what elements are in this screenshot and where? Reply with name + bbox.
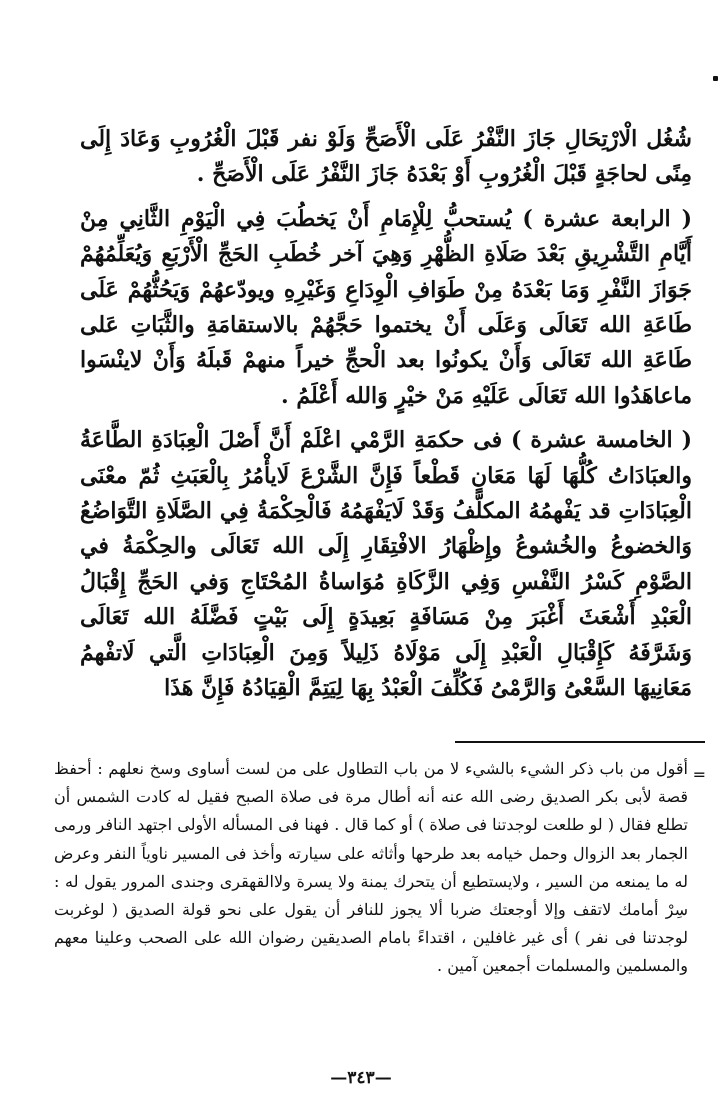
paragraph-1: شُغُل الْارْتِحَالِ جَازَ النَّفْرُ عَلَى الْأَصَحِّ وَلَوْ نفر قَبْلَ الْغُرُوبِ وَعَادَ إِلَى مِنًى لحاجَةٍ قَبْلَ الْغُرُوبِ أَوْ بَعْدَهُ جَازَ النَّفْرُ عَلَى الْأَصَحِّ . [80,126,692,188]
footnote-divider [455,741,705,743]
main-text [80,122,692,716]
margin-mark [713,76,718,81]
paragraph-fifteenth: ( الخامسة عشرة ) فى حكمَةِ الرَّمْي اعْلَمْ أَنَّ أَصْلَ الْعِبَادَةِ الطَّاعَةُ والعبَادَاتُ كُلُّهَا لَهَا مَعَانٍ قَطْعاً فَإِنَّ الشَّرْعَ لَايأْمُرُ بِالْعَبَثِ ثُمّ معْنَى الْعِبَادَاتِ قد يَفْهمُهُ المكلَّفُ وَقَدْ لَايَفْهَمُهُ فَالْحِكْمَةُ فِي الصَّلَاةِ التَّوَاضُعُ وَالخضوعُ والخُشوعُ وإِظْهَارُ الافْتِقَارِ إِلَى الله تَعَالَى والحِكْمَةُ في الصَّوْمِ كَسْرُ النَّفْسِ وَفِي الزَّكَاةِ مُوَاساةُ المُحْتَاجِ وَفي الحَجِّ إِقْبَالُ الْعَبْدِ أَشْعَثَ أَغْبَرَ مِنْ مَسَافَةٍ بَعِيدَةٍ إِلَى بَيْتٍ فَضَّلَهُ الله تَعَالَى وَشَرَّفَهُ كَإِقْبَالِ الْعَبْدِ إِلَى مَوْلَاهُ ذَلِيلاً وَمِنَ الْعِبَادَاتِ الَّتي لَاتفْهمُ مَعَانِيهَا السَّعْىُ وَالرَّمْىُ فَكُلِّفَ الْعَبْدُ بِهَا لِيَتِمَّ الْقِيَادُهُ فَإِنَّ هَذَا [80,427,692,702]
page-number: —٣٤٣— [330,1068,392,1088]
footnote [54,755,706,981]
footnote-continuation-marker: = [692,765,706,784]
footnote-text: أقول من باب ذكر الشيء بالشيء لا من باب التطاول على من لست أساوى وسخ نعلهم : أحفظ قصة لأبى بكر الصديق رضى الله عنه أنه أطال مرة فى صلاة الصبح فقيل له كادت الشمس أن تطلع فقال ( لو طلعت لوجدتنا فى صلاة ) أو كما قال . فهنا فى المسأله الأولى اجتهد النافر ورمى الجمار بعد الزوال وحمل خيامه بعد طرحها وأثاثه على سيارته وأخذ فى المسير ناوياً النفر وعرض له ما يمنعه من السير ، ولايستطيع أن يتحرك يمنة ولا يسرة ولاالقهقرى وجندى المرور يقول له : سِرْ أمامك لاتقف وإلا أوجعتك ضربا ألا يجوز للنافر أن يقول على نحو قولة الصديق ( لوغربت لوجدتنا فى نفر ) أى غير غافلين ، اقتداءً بامام الصديقين رضوان الله على الصحب وعلينا معهم والمسلمين والمسلمات أجمعين آمين . [54,759,689,976]
paragraph-fourteenth: ( الرابعة عشرة ) يُستحبُّ لِلْإِمَامِ أَنْ يَخطُبَ فِي الْيَوْمِ الثَّانِي مِنْ أَيَّامِ التَّشْرِيقِ بَعْدَ صَلَاةِ الظُّهْرِ وَهِيَ آخر خُطَبِ الحَجِّ الْأَرْبَعِ وَيُعَلِّمُهُمْ جَوَازَ النَّفْرِ وَمَا بَعْدَهُ مِنْ طَوَافِ الْوِدَاعِ وَغَيْرِهِ ويودّعهُمْ وَيَحُثُّهُمْ عَلَى طَاعَةِ الله تَعَالَى وَعَلَى أَنْ يختموا حَجَّهُمْ بالاستقامَةِ والثَّبَاتِ عَلى طَاعَةِ الله تَعَالَى وَأَنْ يكونُوا بعد الْحجِّ خيراً منهمْ قَبلَهُ وَأَنْ لاينْسَوا ماعاهَدُوا الله تَعَالَى عَلَيْهِ مَنْ خيْرٍ وَالله أَعْلَمُ . [80,205,692,409]
